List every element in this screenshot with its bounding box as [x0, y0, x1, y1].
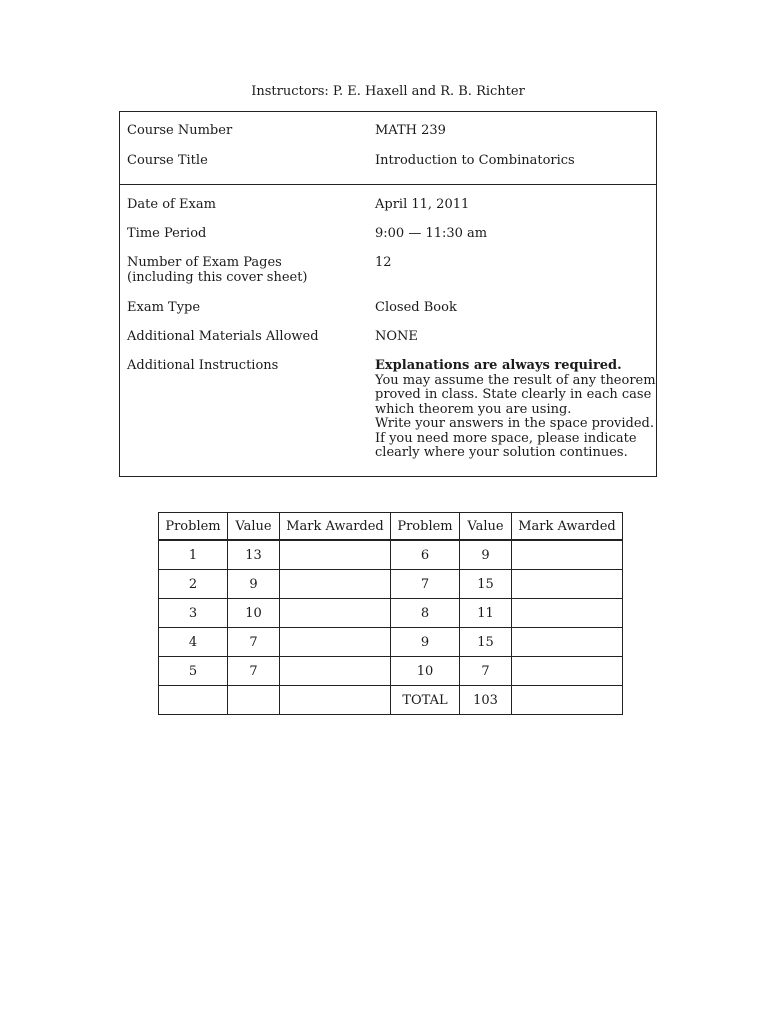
exam-type-value: Closed Book — [375, 300, 457, 315]
total-mark-awarded-cell[interactable] — [512, 686, 623, 715]
instructions-bold: Explanations are always required. — [375, 358, 622, 373]
mark-awarded-cell[interactable] — [512, 657, 623, 686]
instructions-line: proved in class. State clearly in each case — [375, 387, 652, 402]
instructions-line: which theorem you are using. — [375, 401, 572, 417]
total-label-cell: TOTAL — [391, 686, 460, 715]
problem-cell: 10 — [391, 657, 460, 686]
value-cell: 9 — [228, 570, 280, 599]
instructions-line: You may assume the result of any theorem — [375, 372, 656, 388]
mark-awarded-cell[interactable] — [280, 570, 391, 599]
instructors-line: Instructors: P. E. Haxell and R. B. Richter — [251, 84, 525, 99]
table-row — [159, 628, 623, 657]
exam-date-value: April 11, 2011 — [375, 197, 470, 212]
exam-pages-label-line2: (including this cover sheet) — [127, 269, 308, 285]
value-cell: 13 — [228, 540, 280, 570]
exam-pages-label-line1: Number of Exam Pages — [127, 255, 282, 270]
problem-cell: 5 — [159, 657, 228, 686]
exam-type-label: Exam Type — [127, 300, 201, 315]
table-row — [159, 657, 623, 686]
table-row — [159, 599, 623, 628]
materials-label: Additional Materials Allowed — [127, 329, 319, 344]
problem-cell: 9 — [391, 628, 460, 657]
mark-awarded-cell[interactable] — [512, 599, 623, 628]
marks-table-header — [159, 513, 623, 541]
mark-awarded-cell — [280, 686, 391, 715]
time-period-label: Time Period — [127, 226, 207, 241]
value-cell: 15 — [460, 628, 512, 657]
mark-awarded-cell[interactable] — [512, 540, 623, 570]
course-number-value: MATH 239 — [375, 123, 446, 138]
mark-awarded-cell[interactable] — [280, 599, 391, 628]
header-problem: Problem — [391, 513, 460, 541]
table-row-total — [159, 686, 623, 715]
mark-awarded-cell[interactable] — [280, 540, 391, 570]
value-cell: 11 — [460, 599, 512, 628]
mark-awarded-cell[interactable] — [512, 628, 623, 657]
header-value: Value — [228, 513, 280, 541]
header-mark-awarded: Mark Awarded — [280, 513, 391, 541]
mark-awarded-cell[interactable] — [512, 570, 623, 599]
mark-awarded-cell[interactable] — [280, 657, 391, 686]
value-cell — [228, 686, 280, 715]
course-title-value: Introduction to Combinatorics — [375, 153, 575, 168]
course-number-label: Course Number — [127, 123, 233, 138]
problem-cell: 8 — [391, 599, 460, 628]
exam-date-label: Date of Exam — [127, 197, 216, 212]
problem-cell: 3 — [159, 599, 228, 628]
header-mark-awarded: Mark Awarded — [512, 513, 623, 541]
course-title-label: Course Title — [127, 153, 208, 168]
mark-awarded-cell[interactable] — [280, 628, 391, 657]
table-row — [159, 540, 623, 570]
header-problem: Problem — [159, 513, 228, 541]
value-cell: 15 — [460, 570, 512, 599]
table-row — [159, 570, 623, 599]
problem-cell: 2 — [159, 570, 228, 599]
value-cell: 7 — [228, 657, 280, 686]
problem-cell: 1 — [159, 540, 228, 570]
value-cell: 10 — [228, 599, 280, 628]
problem-cell — [159, 686, 228, 715]
time-period-value: 9:00 — 11:30 am — [375, 226, 488, 241]
problem-cell: 4 — [159, 628, 228, 657]
total-value-cell: 103 — [460, 686, 512, 715]
header-value: Value — [460, 513, 512, 541]
materials-value: NONE — [375, 329, 418, 344]
value-cell: 7 — [460, 657, 512, 686]
instructions-line: Write your answers in the space provided. — [375, 416, 654, 431]
exam-info-box — [119, 111, 657, 477]
info-divider — [120, 184, 656, 185]
instructions-line: If you need more space, please indicate — [375, 430, 637, 446]
exam-pages-value: 12 — [375, 255, 392, 270]
value-cell: 7 — [228, 628, 280, 657]
instructions-label: Additional Instructions — [127, 358, 279, 373]
problem-cell: 6 — [391, 540, 460, 570]
problem-cell: 7 — [391, 570, 460, 599]
value-cell: 9 — [460, 540, 512, 570]
marks-table — [158, 512, 623, 715]
instructions-line: clearly where your solution continues. — [375, 445, 628, 460]
